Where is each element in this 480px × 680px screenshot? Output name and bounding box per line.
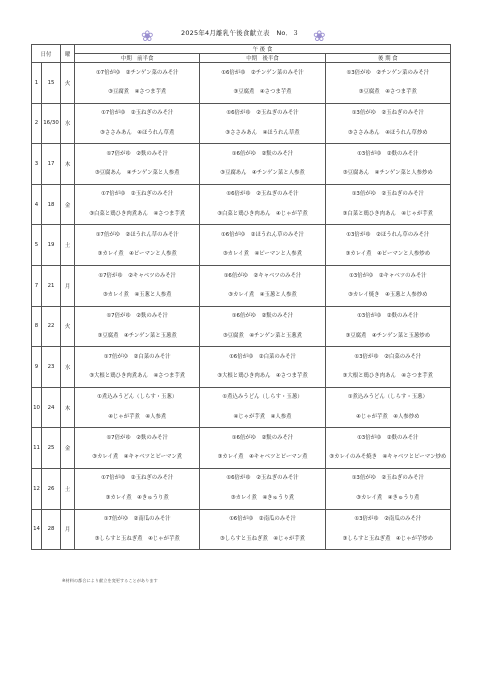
cell-text-m2a: ①6倍がゆ ②チンゲン菜のみそ汁: [221, 69, 304, 76]
cell-text-m3b: ③カレイ煮 ④ピーマンと人参炒め: [345, 251, 431, 258]
cell-text-no: 4: [34, 201, 39, 208]
row-weekday: [61, 225, 75, 266]
cell-text-dow: 木: [64, 405, 71, 412]
cell-text-m2a: ①6倍がゆ ②ほうれん草のみそ汁: [220, 231, 305, 238]
cell-text-m2b: ③カレイ煮 ④キャベツとピーマン煮: [217, 454, 308, 461]
cell-text-m1a: ①7倍がゆ ②玉ねぎのみそ汁: [100, 475, 174, 482]
meal-mid-late-cell: [200, 468, 325, 509]
row-date: [42, 428, 61, 469]
cell-text-m1b: ③しらすと玉ねぎ煮 ④じゃが芋煮: [94, 535, 180, 542]
cell-text-no: 11: [33, 445, 40, 452]
cell-text-m1b: ③豆腐煮 ④チンゲン菜と玉葱煮: [97, 332, 177, 339]
cell-text-m2a: ①6倍がゆ ②南瓜のみそ汁: [228, 516, 296, 523]
cell-text-no: 2: [34, 120, 39, 127]
cell-text-m3a: ①3倍がゆ ②麩のみそ汁: [356, 150, 419, 157]
meal-mid-early-cell: [75, 468, 200, 509]
cell-text-m2b: ③大根と鶏ひき肉あん ④さつま芋煮: [217, 373, 308, 380]
row-weekday: [61, 184, 75, 225]
cell-text-dow: 火: [64, 324, 71, 331]
meal-mid-early-cell: [75, 184, 200, 225]
row-number: [32, 184, 42, 225]
row-number: [32, 509, 42, 550]
cell-text-m1a: ①7倍がゆ ②麩のみそ汁: [106, 434, 168, 441]
cell-text-date: 23: [47, 363, 55, 370]
row-weekday: [61, 509, 75, 550]
row-date: [42, 347, 61, 388]
meal-mid-early-cell: [75, 347, 200, 388]
cell-text-date: 22: [47, 323, 55, 330]
cell-text-m2a: ①6倍がゆ ②白菜のみそ汁: [228, 353, 296, 360]
row-date: [42, 468, 61, 509]
cell-text-date: 21: [47, 282, 55, 289]
cell-text-m1b: ③大根と鶏ひき肉煮あん ④さつま芋煮: [89, 373, 186, 380]
row-number: [32, 306, 42, 347]
meal-late-cell: [325, 103, 450, 144]
cell-text-m3a: ①煮込みうどん（しらす・玉葱）: [347, 394, 428, 401]
meal-late-cell: [325, 509, 450, 550]
cell-text-m1a: ①7倍がゆ ②麩のみそ汁: [106, 313, 168, 320]
cell-text-m1a: ①7倍がゆ ②玉ねぎのみそ汁: [100, 110, 174, 117]
cell-text-m3b: ③豆腐煮 ④さつま芋煮: [358, 89, 417, 96]
cell-text-m2b: ③カレイ煮 ④ピーマンと人参煮: [222, 251, 303, 258]
row-weekday: [61, 63, 75, 104]
row-date: [42, 265, 61, 306]
meal-late-cell: [325, 144, 450, 185]
meal-mid-late-cell: [200, 387, 325, 428]
cell-text-m1b: ④じゃが芋煮 ④人参煮: [108, 413, 167, 420]
cell-text-m2a: ①6倍がゆ ②玉ねぎのみそ汁: [226, 475, 299, 482]
meal-mid-late-cell: [200, 347, 325, 388]
meal-late-cell: [325, 63, 450, 104]
cell-text-m3a: ①3倍がゆ ②ほうれん草のみそ汁: [346, 231, 430, 238]
cell-text-m2a: ①6倍がゆ ②麩のみそ汁: [231, 434, 294, 441]
row-number: [32, 63, 42, 104]
cell-text-no: 10: [33, 404, 40, 411]
cell-text-date: 18: [47, 201, 55, 208]
meal-mid-early-cell: [75, 103, 200, 144]
header-afternoon-meal: 午 後 食: [75, 45, 451, 54]
cell-text-m3b: ③カレイ焼き ④玉葱と人参炒め: [348, 292, 428, 299]
meal-mid-late-cell: [200, 225, 325, 266]
cell-text-m1a: ①7倍がゆ ②玉ねぎのみそ汁: [100, 191, 174, 198]
meal-mid-early-cell: [75, 265, 200, 306]
row-number: [32, 428, 42, 469]
meal-mid-late-cell: [200, 265, 325, 306]
row-weekday: [61, 144, 75, 185]
cell-text-m1b: ③豆腐あん ④チンゲン菜と人参煮: [94, 170, 180, 177]
table-row: [32, 225, 451, 266]
cell-text-dow: 火: [64, 80, 71, 87]
row-number: [32, 387, 42, 428]
row-date: [42, 225, 61, 266]
cell-text-m3a: ①3倍がゆ ②白菜のみそ汁: [354, 353, 422, 360]
cell-text-m1a: ①7倍がゆ ②キャベツのみそ汁: [98, 272, 177, 279]
row-weekday: [61, 265, 75, 306]
flower-icon: ❀: [141, 27, 154, 45]
cell-text-m1b: ③豆腐煮 ④さつま芋煮: [108, 89, 167, 96]
header-meal-late: 後 期 食: [325, 54, 450, 63]
row-number: [32, 144, 42, 185]
meal-late-cell: [325, 306, 450, 347]
cell-text-m1b: ③白菜と鶏ひき肉煮あん ④さつま芋煮: [89, 210, 186, 217]
cell-text-m2a: ①6倍がゆ ②麩のみそ汁: [231, 150, 294, 157]
table-row: [32, 468, 451, 509]
cell-text-m2a: ①6倍がゆ ②麩のみそ汁: [231, 313, 294, 320]
meal-mid-late-cell: [200, 428, 325, 469]
cell-text-m1b: ③カレイ煮 ④ピーマンと人参煮: [97, 251, 177, 258]
cell-text-date: 24: [47, 404, 55, 411]
meal-late-cell: [325, 225, 450, 266]
cell-text-m3a: ①3倍がゆ ②玉ねぎのみそ汁: [351, 475, 424, 482]
row-weekday: [61, 468, 75, 509]
row-date: [42, 184, 61, 225]
cell-text-m3a: ①3倍がゆ ②チンゲン菜のみそ汁: [346, 69, 430, 76]
row-number: [32, 347, 42, 388]
meal-mid-early-cell: [75, 387, 200, 428]
cell-text-no: 9: [34, 363, 39, 370]
cell-text-m3b: ③しらすと玉ねぎ煮 ④じゃが芋炒め: [342, 535, 434, 542]
cell-text-date: 17: [47, 160, 55, 167]
cell-text-dow: 月: [64, 527, 71, 534]
table-row: [32, 509, 451, 550]
cell-text-date: 15: [47, 79, 55, 86]
row-weekday: [61, 387, 75, 428]
cell-text-dow: 金: [64, 202, 71, 209]
row-number: [32, 225, 42, 266]
cell-text-m3a: ①3倍がゆ ②キャベツのみそ汁: [348, 272, 427, 279]
meal-late-cell: [325, 387, 450, 428]
row-date: [42, 63, 61, 104]
cell-text-dow: 月: [64, 283, 71, 290]
cell-text-m2b: ③豆腐あん ④チンゲン菜と人参煮: [220, 170, 305, 177]
meal-mid-late-cell: [200, 306, 325, 347]
cell-text-date: 28: [47, 526, 55, 533]
cell-text-m1b: ③カレイ煮 ④玉葱と人参煮: [102, 292, 172, 299]
meal-mid-late-cell: [200, 144, 325, 185]
cell-text-m3b: ③カレイのみそ焼き ④キャベツとピーマン炒め: [329, 454, 447, 461]
cell-text-dow: 金: [64, 446, 71, 453]
meal-late-cell: [325, 347, 450, 388]
cell-text-m2b: ③カレイ煮 ④きゅうり煮: [230, 494, 295, 501]
cell-text-m3b: ③豆腐あん ④チンゲン菜と人参炒め: [342, 170, 433, 177]
cell-text-m3a: ①3倍がゆ ②麩のみそ汁: [356, 313, 419, 320]
row-weekday: [61, 347, 75, 388]
cell-text-m2a: ①6倍がゆ ②玉ねぎのみそ汁: [226, 110, 299, 117]
row-number: [32, 265, 42, 306]
cell-text-m3b: ③豆腐煮 ④チンゲン菜と玉葱炒め: [345, 332, 431, 339]
header-meal-mid-early: 中期 前半食: [75, 54, 200, 63]
table-row: [32, 184, 451, 225]
cell-text-m1a: ①7倍がゆ ②チンゲン菜のみそ汁: [95, 69, 179, 76]
cell-text-dow: 土: [64, 243, 71, 250]
header-date: 日付: [32, 45, 61, 63]
cell-text-m1b: ③カレイ煮 ④キャベツとピーマン煮: [92, 454, 183, 461]
cell-text-no: 8: [34, 323, 39, 330]
cell-text-m3b: ③ささみあん ④ほうれん草炒め: [347, 129, 428, 136]
row-weekday: [61, 306, 75, 347]
menu-table: [31, 44, 451, 550]
cell-text-m3a: ①3倍がゆ ②麩のみそ汁: [356, 434, 419, 441]
meal-late-cell: [325, 468, 450, 509]
cell-text-m2b: ③ささみあん ④ほうれん草煮: [225, 129, 300, 136]
cell-text-m1a: ①煮込みうどん（しらす・玉葱）: [97, 394, 178, 401]
cell-text-m2b: ③しらすと玉ねぎ煮 ④じゃが芋煮: [219, 535, 306, 542]
row-date: [42, 103, 61, 144]
table-row: [32, 265, 451, 306]
cell-text-m1b: ③ささみあん ④ほうれん草煮: [99, 129, 175, 136]
cell-text-m2b: ④じゃが芋煮 ④人参煮: [233, 413, 292, 420]
table-row: [32, 63, 451, 104]
cell-text-m2b: ③豆腐煮 ④さつま芋煮: [233, 89, 292, 96]
table-row: [32, 306, 451, 347]
meal-mid-early-cell: [75, 509, 200, 550]
cell-text-no: 14: [33, 526, 40, 533]
cell-text-no: 7: [34, 282, 39, 289]
meal-mid-early-cell: [75, 428, 200, 469]
cell-text-dow: 水: [64, 364, 71, 371]
header-dow: 曜: [61, 45, 75, 63]
cell-text-m3b: ③カレイ煮 ④きゅうり煮: [356, 494, 420, 501]
row-date: [42, 387, 61, 428]
cell-text-m3b: ③白菜と鶏ひき肉あん ④じゃが芋煮: [342, 210, 434, 217]
meal-mid-late-cell: [200, 184, 325, 225]
cell-text-date: 26: [47, 485, 55, 492]
cell-text-m2a: ①6倍がゆ ②玉ねぎのみそ汁: [226, 191, 299, 198]
meal-mid-late-cell: [200, 63, 325, 104]
page-title: 2025年4月離乳午後食献立表 No．３: [180, 29, 300, 37]
meal-mid-early-cell: [75, 144, 200, 185]
row-weekday: [61, 428, 75, 469]
cell-text-no: 3: [34, 160, 39, 167]
row-date: [42, 509, 61, 550]
table-row: [32, 428, 451, 469]
meal-mid-early-cell: [75, 63, 200, 104]
cell-text-m3a: ①3倍がゆ ②玉ねぎのみそ汁: [351, 110, 424, 117]
row-weekday: [61, 103, 75, 144]
table-row: [32, 347, 451, 388]
cell-text-m2a: ①6倍がゆ ②キャベツのみそ汁: [223, 272, 302, 279]
cell-text-m2a: ①煮込みうどん（しらす・玉葱）: [222, 394, 303, 401]
cell-text-m3a: ①3倍がゆ ②南瓜のみそ汁: [354, 516, 422, 523]
cell-text-date: 25: [47, 445, 55, 452]
cell-text-dow: 木: [64, 161, 71, 168]
footer-note: ※材料の都合により献立を変更することがあります: [62, 578, 158, 583]
cell-text-m1b: ③カレイ煮 ④きゅうり煮: [105, 494, 169, 501]
cell-text-no: 5: [34, 242, 39, 249]
cell-text-m3b: ④じゃが芋煮 ④人参炒め: [355, 413, 420, 420]
meal-mid-early-cell: [75, 306, 200, 347]
cell-text-m2b: ③白菜と鶏ひき肉あん ④じゃが芋煮: [217, 210, 308, 217]
table-row: [32, 103, 451, 144]
meal-mid-late-cell: [200, 103, 325, 144]
row-number: [32, 468, 42, 509]
meal-mid-late-cell: [200, 509, 325, 550]
cell-text-date: 19: [47, 242, 55, 249]
meal-mid-early-cell: [75, 225, 200, 266]
cell-text-date: 16/30: [43, 120, 59, 127]
cell-text-m2b: ③豆腐煮 ④チンゲン菜と玉葱煮: [222, 332, 303, 339]
cell-text-dow: 水: [64, 121, 71, 128]
cell-text-no: 12: [33, 485, 40, 492]
flower-icon: ❀: [313, 27, 326, 45]
cell-text-m1a: ①7倍がゆ ②麩のみそ汁: [106, 150, 168, 157]
table-row: [32, 387, 451, 428]
cell-text-m1a: ①7倍がゆ ②南瓜のみそ汁: [103, 516, 171, 523]
row-date: [42, 144, 61, 185]
cell-text-m1a: ①7倍がゆ ②白菜のみそ汁: [103, 353, 171, 360]
cell-text-m2b: ③カレイ煮 ④玉葱と人参煮: [228, 292, 297, 299]
meal-late-cell: [325, 184, 450, 225]
row-number: [32, 103, 42, 144]
meal-late-cell: [325, 265, 450, 306]
row-date: [42, 306, 61, 347]
cell-text-no: 1: [34, 79, 39, 86]
cell-text-m3b: ③大根と鶏ひき肉あん ④さつま芋煮: [342, 373, 434, 380]
cell-text-m1a: ①7倍がゆ ②ほうれん草のみそ汁: [95, 231, 179, 238]
cell-text-m3a: ①3倍がゆ ②玉ねぎのみそ汁: [351, 191, 424, 198]
table-row: [32, 144, 451, 185]
header-meal-mid-late: 中期 後半食: [200, 54, 325, 63]
meal-late-cell: [325, 428, 450, 469]
cell-text-dow: 土: [64, 486, 71, 493]
